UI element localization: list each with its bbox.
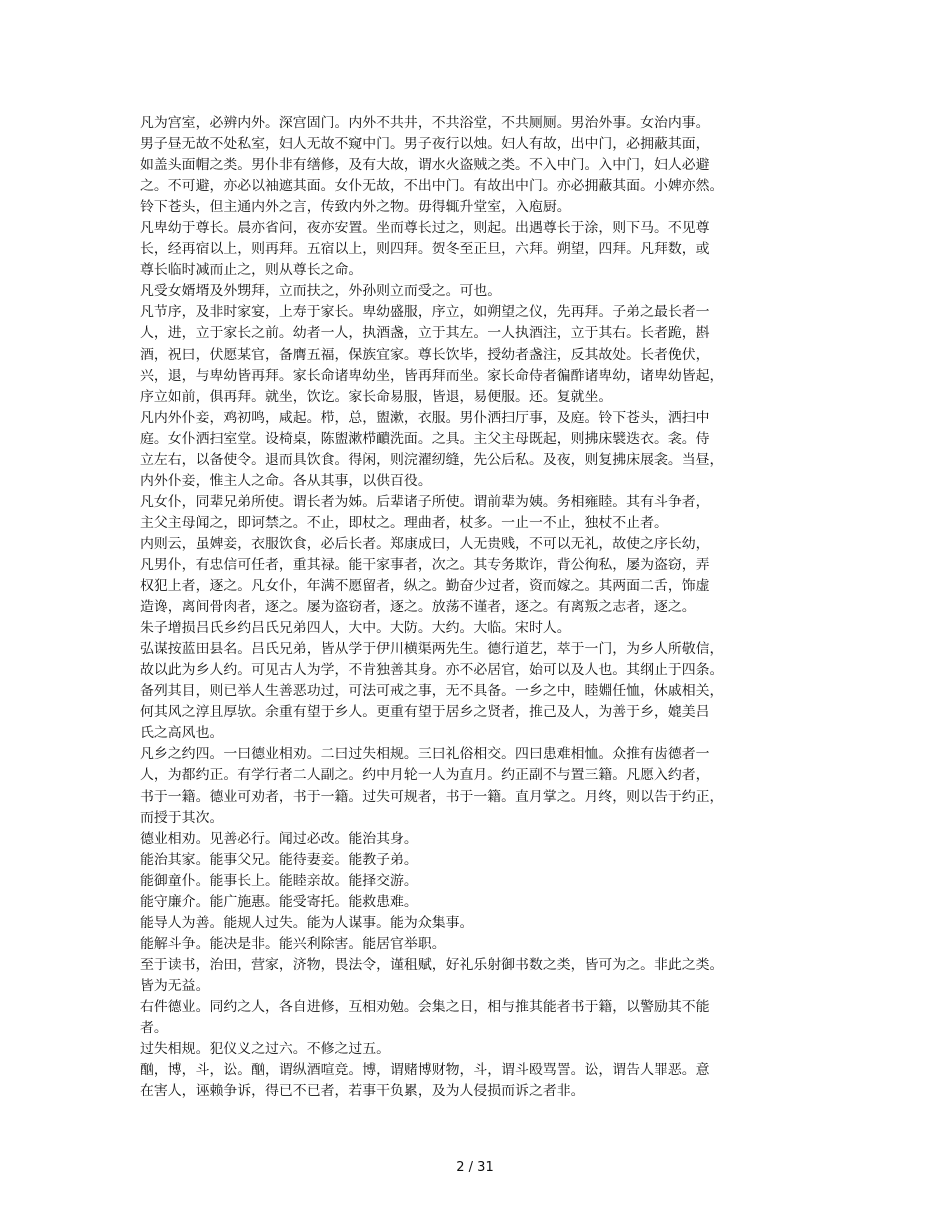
text-line: 如盖头面帽之类。男仆非有缮修，及有大故，谓水火盗贼之类。不入中门。入中门，妇人必避 (140, 157, 710, 174)
text-line: 在害人，诬赖争诉，得已不已者，若事干负累，及为人侵损而诉之者非。 (140, 1083, 585, 1100)
text-line: 尊长临时减而止之，则从尊长之命。 (140, 262, 363, 279)
text-line: 男子昼无故不处私室，妇人无故不窥中门。男子夜行以烛。妇人有故，出中门，必拥蔽其面， (140, 136, 710, 153)
text-line: 至于读书，治田，营家，济物，畏法令，谨租赋，好礼乐射御书数之类，皆可为之。非此之类。 (140, 956, 724, 973)
text-line: 凡卑幼于尊长。晨亦省问，夜亦安置。坐而尊长过之，则起。出遇尊长于涂，则下马。不见尊 (140, 220, 710, 237)
text-line: 能导人为善。能规人过失。能为人谋事。能为众集事。 (140, 914, 474, 931)
text-line: 凡节序，及非时家宴，上寿于家长。卑幼盛服，序立，如朔望之仪，先再拜。子弟之最长者一 (140, 304, 710, 321)
text-line: 弘谋按蓝田县名。吕氏兄弟，皆从学于伊川横渠两先生。德行道艺，萃于一门，为乡人所敬信， (140, 641, 724, 658)
text-line: 兴，退，与卑幼皆再拜。家长命诸卑幼坐，皆再拜而坐。家长命侍者徧酢诸卑幼，诸卑幼皆起， (140, 367, 724, 384)
text-line: 者。 (140, 1020, 168, 1037)
text-line: 能御童仆。能事长上。能睦亲故。能择交游。 (140, 872, 418, 889)
text-line: 人，为都约正。有学行者二人副之。约中月轮一人为直月。约正副不与置三籍。凡愿入约者， (140, 767, 710, 784)
text-line: 内则云，虽婢妾，衣服饮食，必后长者。郑康成曰，人无贵贱，不可以无礼，故使之序长幼， (140, 535, 710, 552)
text-line: 能解斗争。能决是非。能兴利除害。能居官举职。 (140, 935, 446, 952)
text-line: 何其风之淳且厚欤。余重有望于乡人。更重有望于居乡之贤者，推己及人，为善于乡，媲美吕 (140, 704, 710, 721)
text-line: 庭。女仆洒扫室堂。设椅桌，陈盥漱栉靧洗面。之具。主父主母既起，则拂床襞迭衣。衾。侍 (140, 430, 710, 447)
text-line: 凡内外仆妾，鸡初鸣，咸起。栉，总，盥漱，衣服。男仆洒扫厅事，及庭。铃下苍头，洒扫中 (140, 409, 710, 426)
page-number: 2 / 31 (456, 1160, 494, 1175)
text-line: 立左右，以备使令。退而具饮食。得闲，则浣濯纫缝，先公后私。及夜，则复拂床展衾。当昼， (140, 451, 724, 468)
text-line: 能守廉介。能广施惠。能受寄托。能救患难。 (140, 893, 418, 910)
text-line: 酒，祝曰，伏愿某官，备膺五福，保族宜家。尊长饮毕，授幼者盏注，反其故处。长者俛伏， (140, 346, 710, 363)
text-line: 凡女仆，同辈兄弟所使。谓长者为姊。后辈诸子所使。谓前辈为姨。务相雍睦。其有斗争者， (140, 493, 710, 510)
text-line: 凡男仆，有忠信可任者，重其禄。能干家事者，次之。其专务欺诈，背公徇私，屡为盗窃，弄 (140, 556, 710, 573)
text-line: 氏之高风也。 (140, 725, 224, 742)
text-line: 凡乡之约四。一曰德业相劝。二曰过失相规。三曰礼俗相交。四曰患难相恤。众推有齿德者一 (140, 746, 710, 763)
text-line: 铃下苍头，但主通内外之言，传致内外之物。毋得辄升堂室，入庖厨。 (140, 199, 571, 216)
text-line: 酗，博，斗，讼。酗，谓纵酒喧竞。博，谓赌博财物，斗，谓斗殴骂詈。讼，谓告人罪恶。意 (140, 1062, 710, 1079)
text-line: 凡受女婿壻及外甥拜，立而扶之，外孙则立而受之。可也。 (140, 283, 502, 300)
text-line: 权犯上者，逐之。凡女仆，年满不愿留者，纵之。勤奋少过者，资而嫁之。其两面二舌，饰虚 (140, 578, 710, 595)
text-line: 右件德业。同约之人，各自进修，互相劝勉。会集之日，相与推其能者书于籍，以警励其不能 (140, 998, 710, 1015)
text-line: 造谗，离间骨肉者，逐之。屡为盗窃者，逐之。放荡不谨者，逐之。有离叛之志者，逐之。 (140, 599, 696, 616)
text-line: 长，经再宿以上，则再拜。五宿以上，则四拜。贺冬至正旦，六拜。朔望，四拜。凡拜数，或 (140, 241, 710, 258)
text-line: 故以此为乡人约。可见古人为学，不肯独善其身。亦不必居官，始可以及人也。其纲止于四条。 (140, 662, 724, 679)
text-line: 序立如前，俱再拜。就坐，饮讫。家长命易服，皆退，易便服。还。复就坐。 (140, 388, 613, 405)
text-line: 而授于其次。 (140, 809, 224, 826)
text-line: 凡为宫室，必辨内外。深宫固门。内外不共井，不共浴堂，不共厕厕。男治外事。女治内事。 (140, 115, 710, 131)
text-line: 皆为无益。 (140, 977, 210, 994)
document-body (140, 113, 748, 1102)
text-line: 德业相劝。见善必行。闻过必改。能治其身。 (140, 830, 418, 847)
text-line: 朱子增损吕氏乡约吕氏兄弟四人，大中。大防。大约。大临。宋时人。 (140, 620, 571, 637)
text-line: 之。不可避，亦必以袖遮其面。女仆无故，不出中门。有故出中门。亦必拥蔽其面。小婢亦然。 (140, 178, 724, 195)
text-line: 备列其目，则已举人生善恶功过，可法可戒之事，无不具备。一乡之中，睦婣任恤，休戚相关， (140, 683, 724, 700)
text-line: 书于一籍。德业可劝者，书于一籍。过失可规者，书于一籍。直月掌之。月终，则以告于约正， (140, 788, 724, 805)
text-line: 主父主母闻之，即诃禁之。不止，即杖之。理曲者，杖多。一止一不止，独杖不止者。 (140, 514, 668, 531)
text-line: 过失相规。犯仪义之过六。不修之过五。 (140, 1041, 391, 1058)
text-line: 人，进，立于家长之前。幼者一人，执酒盏，立于其左。一人执酒注，立于其右。长者跪，斟 (140, 325, 710, 342)
text-line: 内外仆妾，惟主人之命。各从其事，以供百役。 (140, 472, 432, 489)
text-line: 能治其家。能事父兄。能待妻妾。能教子弟。 (140, 851, 418, 868)
